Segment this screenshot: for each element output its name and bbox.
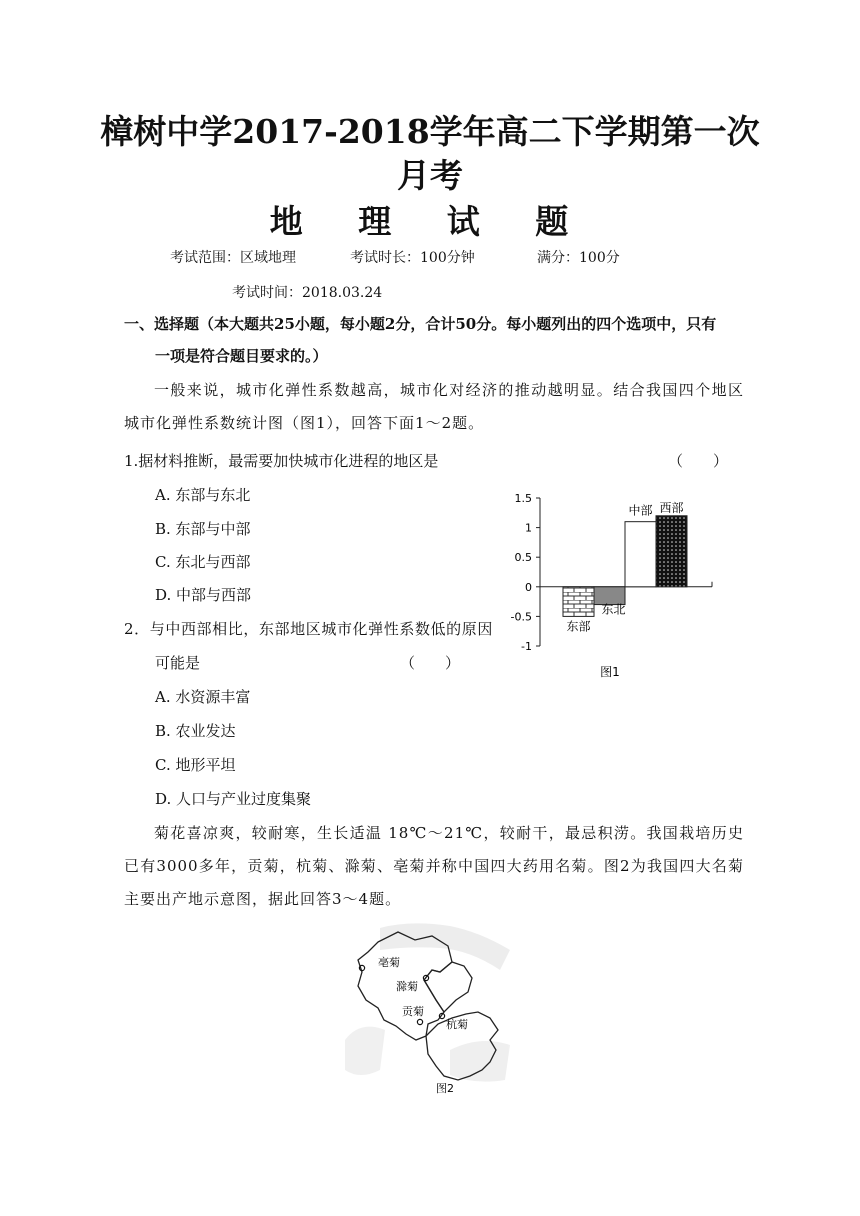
intro-paragraph-2: 菊花喜凉爽，较耐寒，生长适温 18℃～21℃，较耐干，最忌积涝。我国栽培历史已有3000多年，贡菊，杭菊、滁菊、亳菊并称中国四大药用名菊。图2为我国四大名菊主要出产地示意图，据此回答3～4题。 [124,824,744,908]
question-1-stem: 1.据材料推断，最需要加快城市化进程的地区是 [124,452,439,470]
bar-west [656,516,687,587]
question-2-option-a: A. 水资源丰富 [155,688,251,706]
y-tick-label: -0.5 [510,610,532,624]
section-note-2: 一项是符合题目要求的。） [155,347,328,365]
exam-title-line1: 樟树中学2017-2018学年高二下学期第一次 [100,112,760,151]
category-label: 东北 [601,602,626,617]
map-label-gongju: 贡菊 [402,1005,424,1018]
question-2-option-b: B. 农业发达 [155,722,236,740]
section-title: 一、选择题 [124,315,200,333]
question-2-option-c: C. 地形平坦 [155,756,236,774]
question-1-option-c: C. 东北与西部 [155,553,251,571]
y-tick-label: 1.5 [514,492,532,505]
map-label-hangju: 杭菊 [446,1018,468,1031]
question-1-option-d: D. 中部与西部 [155,586,252,604]
section-note-1: （本大题共25小题，每小题2分，合计50分。每小题列出的四个选项中，只有 [199,315,717,333]
province-outline-jiangsu [424,962,472,1012]
map-label-bozhou: 亳菊 [378,956,400,969]
y-tick-label: 1 [525,521,532,535]
figure-2-map [340,920,525,1100]
figure-1-caption: 图1 [600,665,620,679]
bar-central [625,522,656,587]
figure-1-chart [490,488,730,688]
y-tick-label: 0 [525,580,532,594]
question-2-option-d: D. 人口与产业过度集聚 [155,790,312,808]
question-1-option-b: B. 东部与中部 [155,520,251,538]
exam-title-line2: 月考 [397,156,463,195]
y-tick-label: 0.5 [514,551,532,565]
exam-scope: 考试范围：区域地理 [170,250,296,266]
exam-duration: 考试时长：100分钟 [350,250,475,266]
y-tick-label: -1 [521,640,532,653]
exam-subject: 地 理 试 题 [269,202,591,241]
exam-date: 考试时间：2018.03.24 [232,285,383,301]
question-2-stem-line1: 2．与中西部相比，东部地区城市化弹性系数低的原因 [124,620,493,638]
question-2-stem-line2: 可能是 [155,654,201,672]
question-1-option-a: A. 东部与东北 [155,486,251,504]
gongju-marker-icon [417,1019,422,1024]
exam-score: 满分：100分 [537,250,620,266]
category-label: 西部 [659,500,684,515]
intro-paragraph-1: 一般来说，城市化弹性系数越高，城市化对经济的推动越明显。结合我国四个地区城市化弹性系数统计图（图1），回答下面1～2题。 [124,381,744,432]
category-label: 中部 [628,503,653,518]
category-label: 东部 [566,619,591,634]
question-1-bracket: （ ） [668,452,729,470]
section-heading [124,308,744,341]
bar-east [563,587,594,617]
map-label-chuzhou: 滁菊 [396,980,418,993]
figure-2-caption: 图2 [436,1082,454,1095]
question-2-bracket: （ ） [400,654,461,672]
